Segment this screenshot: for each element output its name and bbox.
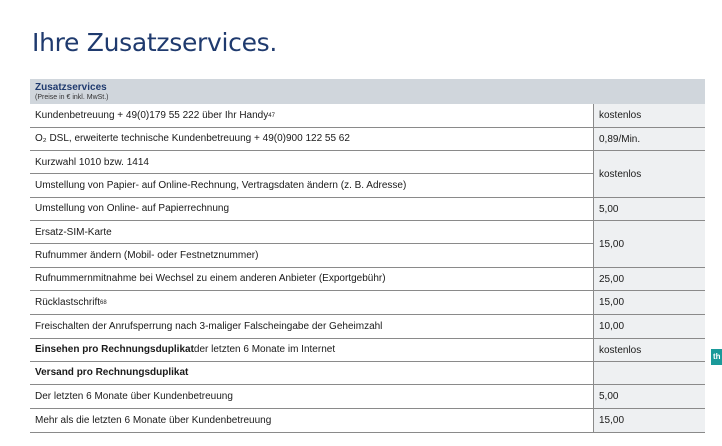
- table-row: [30, 339, 705, 362]
- row-price: kostenlos: [593, 151, 705, 197]
- row-description: Umstellung von Papier- auf Online-Rechnung, Vertragsdaten ändern (z. B. Adresse): [35, 180, 407, 191]
- table-row-group: [30, 221, 705, 268]
- row-price: kostenlos: [593, 104, 705, 127]
- row-description: Rufnummer ändern (Mobil- oder Festnetznummer): [35, 250, 259, 261]
- table-row: [30, 385, 705, 409]
- row-description: Kundenbetreuung + 49(0)179 55 222 über Ihr Handy 47: [35, 109, 275, 121]
- table-row: [30, 268, 705, 291]
- table-row: [30, 315, 705, 339]
- row-description: Rufnummernmitnahme bei Wechsel zu einem anderen Anbieter (Exportgebühr): [35, 273, 386, 284]
- row-description: Mehr als die letzten 6 Monate über Kundenbetreuung: [35, 414, 272, 426]
- table-row: [30, 198, 705, 221]
- row-description: Rücklastschrift 68: [35, 296, 107, 308]
- row-price: 15,00: [593, 409, 705, 432]
- row-price: [593, 362, 705, 384]
- table-row-group: [30, 151, 705, 198]
- row-price: 15,00: [593, 291, 705, 314]
- row-description: Ersatz-SIM-Karte: [30, 221, 593, 244]
- row-description: O₂ DSL, erweiterte technische Kundenbetreuung + 49(0)900 122 55 62: [35, 133, 350, 144]
- row-price: kostenlos: [593, 339, 705, 361]
- row-description: Umstellung von Online- auf Papierrechnung: [35, 203, 229, 214]
- page-title: Ihre Zusatzservices.: [32, 28, 278, 57]
- table-row: [30, 291, 705, 315]
- row-description: Versand pro Rechnungsduplikat: [35, 367, 189, 378]
- row-description: Freischalten der Anrufsperrung nach 3-maliger Falscheingabe der Geheimzahl: [35, 320, 383, 332]
- table-row: [30, 409, 705, 433]
- services-table: [30, 79, 705, 433]
- row-description: Kurzwahl 1010 bzw. 1414: [30, 151, 593, 174]
- table-row: [30, 104, 705, 128]
- header-title: Zusatzservices: [35, 82, 107, 93]
- row-description: Einsehen pro Rechnungsduplikat der letzten 6 Monate im Internet: [35, 344, 336, 355]
- table-row: [30, 362, 705, 385]
- side-tab[interactable]: th: [711, 349, 722, 365]
- row-description: Der letzten 6 Monate über Kundenbetreuung: [35, 390, 233, 402]
- table-header: [30, 79, 705, 104]
- row-price: 5,00: [593, 198, 705, 220]
- header-subtitle: (Preise in € inkl. MwSt.): [35, 94, 109, 101]
- row-price: 10,00: [593, 315, 705, 338]
- row-price: 25,00: [593, 268, 705, 290]
- table-row: [30, 128, 705, 151]
- row-price: 0,89/Min.: [593, 128, 705, 150]
- row-price: 5,00: [593, 385, 705, 408]
- row-price: 15,00: [593, 221, 705, 267]
